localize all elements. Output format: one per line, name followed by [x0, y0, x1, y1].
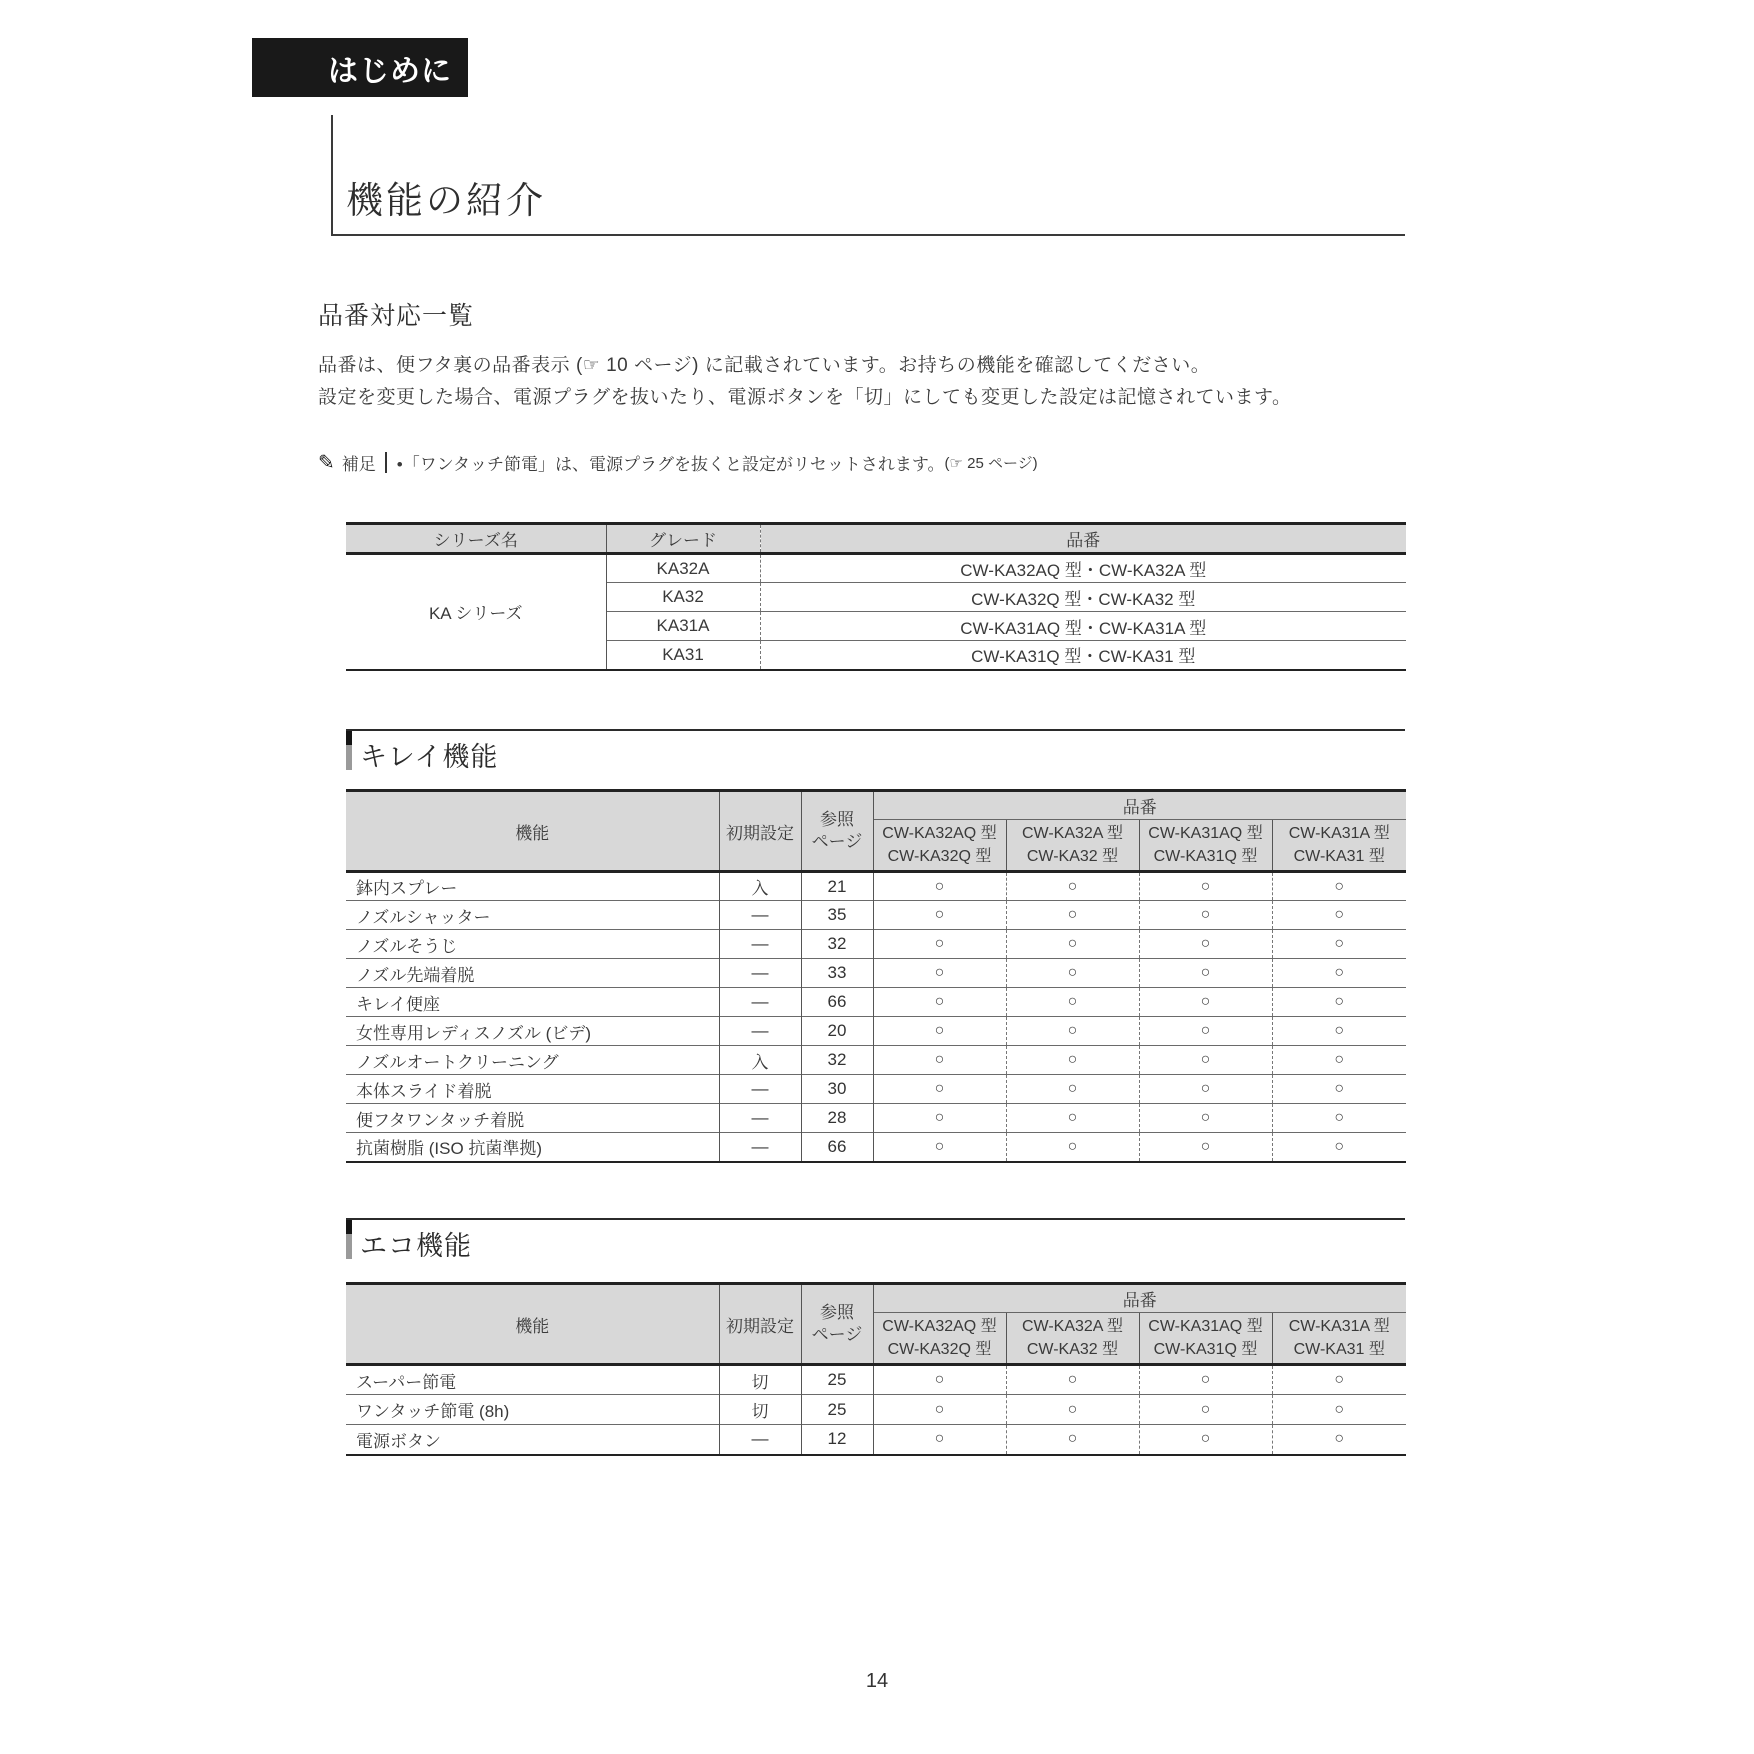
feature-name-cell: ノズルオートクリーニング: [346, 1046, 719, 1075]
support-mark-cell: ○: [873, 959, 1006, 988]
support-mark-cell: ○: [873, 1075, 1006, 1104]
default-cell: 切: [719, 1365, 801, 1395]
hinban-col-header: 品番: [760, 524, 1406, 554]
note-row: [318, 450, 1038, 475]
support-mark-cell: ○: [1272, 901, 1406, 930]
default-cell: ―: [719, 988, 801, 1017]
support-mark-cell: ○: [873, 1046, 1006, 1075]
support-mark-cell: ○: [1139, 872, 1272, 901]
model-line1: CW-KA31A 型: [1288, 825, 1390, 842]
default-cell: ―: [719, 1104, 801, 1133]
intro-paragraph: [318, 350, 1291, 414]
feature-header-row: [346, 791, 1406, 820]
section-accent-bar: [346, 1220, 352, 1259]
table-row: [346, 1425, 1406, 1455]
support-mark-cell: ○: [1006, 1104, 1139, 1133]
model-header: [1139, 820, 1272, 872]
support-mark-cell: ○: [1272, 1104, 1406, 1133]
table-row: [346, 1075, 1406, 1104]
refpage-cell: 35: [801, 901, 873, 930]
refpage-line2: ページ: [811, 1325, 863, 1344]
feature-name-cell: 電源ボタン: [346, 1425, 719, 1455]
refpage-cell: 20: [801, 1017, 873, 1046]
series-table: [346, 522, 1406, 671]
support-mark-cell: ○: [1139, 1365, 1272, 1395]
chapter-badge: [252, 38, 468, 97]
support-mark-cell: ○: [1272, 959, 1406, 988]
default-cell: ―: [719, 930, 801, 959]
default-cell: 切: [719, 1395, 801, 1425]
section-accent-bar: [346, 731, 352, 770]
section-header-eco: [346, 1218, 1405, 1263]
support-mark-cell: ○: [873, 930, 1006, 959]
default-cell: ―: [719, 1133, 801, 1162]
table-row: [346, 1046, 1406, 1075]
support-mark-cell: ○: [873, 1104, 1006, 1133]
page-title: 機能の紹介: [346, 180, 546, 221]
support-mark-cell: ○: [1139, 901, 1272, 930]
model-line1: CW-KA32A 型: [1021, 825, 1124, 842]
support-mark-cell: ○: [873, 901, 1006, 930]
model-header: [873, 820, 1006, 872]
models-cell: CW-KA32Q 型・CW-KA32 型: [760, 583, 1406, 612]
default-col-header: 初期設定: [719, 791, 801, 872]
support-mark-cell: ○: [1006, 1075, 1139, 1104]
section-title-kirei: キレイ機能: [360, 742, 499, 772]
feature-name-cell: ノズルそうじ: [346, 930, 719, 959]
support-mark-cell: ○: [1272, 1075, 1406, 1104]
refpage-line1: 参照: [820, 1303, 854, 1322]
grade-cell: KA31: [606, 641, 760, 670]
models-cell: CW-KA31Q 型・CW-KA31 型: [760, 641, 1406, 670]
table-row: [346, 1104, 1406, 1133]
support-mark-cell: ○: [1139, 1075, 1272, 1104]
title-block: [331, 115, 1405, 236]
hinban-group-header: 品番: [873, 1284, 1406, 1313]
support-mark-cell: ○: [873, 1365, 1006, 1395]
table-row: [346, 1365, 1406, 1395]
table-row: [346, 959, 1406, 988]
support-mark-cell: ○: [1272, 1133, 1406, 1162]
models-cell: CW-KA31AQ 型・CW-KA31A 型: [760, 612, 1406, 641]
support-mark-cell: ○: [873, 988, 1006, 1017]
model-line2: CW-KA32Q 型: [887, 848, 992, 865]
feature-name-cell: キレイ便座: [346, 988, 719, 1017]
series-col-header: シリーズ名: [346, 524, 606, 554]
model-line1: CW-KA32A 型: [1021, 1318, 1124, 1335]
support-mark-cell: ○: [1006, 1017, 1139, 1046]
feature-name-cell: 抗菌樹脂 (ISO 抗菌準拠): [346, 1133, 719, 1162]
model-header: [1006, 820, 1139, 872]
model-line1: CW-KA32AQ 型: [882, 825, 997, 842]
model-line2: CW-KA31 型: [1293, 1341, 1385, 1358]
refpage-cell: 25: [801, 1365, 873, 1395]
model-line2: CW-KA32 型: [1026, 848, 1119, 865]
section-title-eco: エコ機能: [360, 1231, 472, 1261]
support-mark-cell: ○: [1139, 1425, 1272, 1455]
support-mark-cell: ○: [1139, 1133, 1272, 1162]
refpage-cell: 66: [801, 1133, 873, 1162]
support-mark-cell: ○: [1139, 1046, 1272, 1075]
support-mark-cell: ○: [1139, 1104, 1272, 1133]
note-label: 補足: [341, 455, 376, 474]
support-mark-cell: ○: [1272, 1425, 1406, 1455]
model-header: [1272, 1313, 1406, 1365]
support-mark-cell: ○: [1006, 988, 1139, 1017]
model-line2: CW-KA31 型: [1293, 848, 1385, 865]
support-mark-cell: ○: [1272, 1365, 1406, 1395]
series-name-cell: KA シリーズ: [346, 554, 606, 670]
pencil-icon: ✎: [318, 452, 335, 474]
kirei-feature-table: [346, 789, 1406, 1163]
support-mark-cell: ○: [1272, 1046, 1406, 1075]
chapter-badge-label: はじめに: [328, 54, 452, 88]
support-mark-cell: ○: [873, 1425, 1006, 1455]
grade-cell: KA32A: [606, 554, 760, 583]
model-header: [1272, 820, 1406, 872]
grade-col-header: グレード: [606, 524, 760, 554]
default-cell: ―: [719, 901, 801, 930]
support-mark-cell: ○: [1006, 901, 1139, 930]
support-mark-cell: ○: [1006, 1365, 1139, 1395]
table-row: [346, 1395, 1406, 1425]
table-row: [346, 1133, 1406, 1162]
refpage-cell: 28: [801, 1104, 873, 1133]
refpage-cell: 25: [801, 1395, 873, 1425]
support-mark-cell: ○: [1139, 1017, 1272, 1046]
support-mark-cell: ○: [873, 1133, 1006, 1162]
eco-feature-table: [346, 1282, 1406, 1456]
table-row: [346, 930, 1406, 959]
table-row: [346, 1017, 1406, 1046]
refpage-cell: 32: [801, 930, 873, 959]
table-row: [346, 988, 1406, 1017]
refpage-col-header: [801, 1284, 873, 1365]
feature-col-header: 機能: [346, 791, 719, 872]
support-mark-cell: ○: [873, 1395, 1006, 1425]
refpage-col-header: [801, 791, 873, 872]
support-mark-cell: ○: [1006, 1046, 1139, 1075]
feature-name-cell: ワンタッチ節電 (8h): [346, 1395, 719, 1425]
support-mark-cell: ○: [1006, 959, 1139, 988]
intro-paragraph-line2: 設定を変更した場合、電源プラグを抜いたり、電源ボタンを「切」にしても変更した設定は記憶されています。: [318, 387, 1292, 408]
default-cell: 入: [719, 1046, 801, 1075]
feature-name-cell: 女性専用レディスノズル (ビデ): [346, 1017, 719, 1046]
page-number: 14: [865, 1670, 889, 1692]
table-row: [346, 872, 1406, 901]
default-cell: ―: [719, 1075, 801, 1104]
grade-cell: KA31A: [606, 612, 760, 641]
default-cell: ―: [719, 959, 801, 988]
support-mark-cell: ○: [1272, 930, 1406, 959]
support-mark-cell: ○: [1272, 872, 1406, 901]
series-table-header-row: [346, 524, 1406, 554]
default-cell: 入: [719, 872, 801, 901]
support-mark-cell: ○: [1006, 1133, 1139, 1162]
feature-name-cell: 鉢内スプレー: [346, 872, 719, 901]
model-line2: CW-KA31Q 型: [1153, 1341, 1258, 1358]
refpage-cell: 12: [801, 1425, 873, 1455]
default-cell: ―: [719, 1017, 801, 1046]
model-header: [1006, 1313, 1139, 1365]
model-line2: CW-KA31Q 型: [1153, 848, 1258, 865]
model-line1: CW-KA31A 型: [1288, 1318, 1390, 1335]
refpage-cell: 30: [801, 1075, 873, 1104]
refpage-cell: 21: [801, 872, 873, 901]
models-cell: CW-KA32AQ 型・CW-KA32A 型: [960, 561, 1207, 580]
intro-paragraph-line1: 品番は、便フタ裏の品番表示 (☞ 10 ページ) に記載されています。お持ちの機能を確認してください。: [318, 355, 1211, 376]
support-mark-cell: ○: [1272, 1017, 1406, 1046]
model-header: [1139, 1313, 1272, 1365]
support-mark-cell: ○: [1139, 930, 1272, 959]
grade-cell: KA32: [606, 583, 760, 612]
table-row: [346, 901, 1406, 930]
note-page-ref: (☞ 25 ページ): [944, 455, 1038, 472]
support-mark-cell: ○: [1006, 872, 1139, 901]
support-mark-cell: ○: [1272, 988, 1406, 1017]
support-mark-cell: ○: [1139, 959, 1272, 988]
section-heading-hinban: 品番対応一覧: [318, 302, 475, 330]
refpage-cell: 32: [801, 1046, 873, 1075]
default-cell: ―: [719, 1425, 801, 1455]
section-header-kirei: [346, 729, 1405, 774]
model-header: [873, 1313, 1006, 1365]
model-line1: CW-KA31AQ 型: [1148, 825, 1263, 842]
support-mark-cell: ○: [873, 1017, 1006, 1046]
refpage-cell: 66: [801, 988, 873, 1017]
support-mark-cell: ○: [1139, 988, 1272, 1017]
model-line2: CW-KA32Q 型: [887, 1341, 992, 1358]
refpage-line1: 参照: [820, 810, 854, 829]
feature-name-cell: スーパー節電: [346, 1365, 719, 1395]
note-divider: [385, 452, 387, 473]
table-row: [346, 554, 1406, 583]
hinban-group-header: 品番: [873, 791, 1406, 820]
support-mark-cell: ○: [1006, 1425, 1139, 1455]
support-mark-cell: ○: [1006, 930, 1139, 959]
feature-header-row: [346, 1284, 1406, 1313]
support-mark-cell: ○: [1006, 1395, 1139, 1425]
feature-name-cell: ノズルシャッター: [346, 901, 719, 930]
default-col-header: 初期設定: [719, 1284, 801, 1365]
feature-col-header: 機能: [346, 1284, 719, 1365]
model-line1: CW-KA31AQ 型: [1148, 1318, 1263, 1335]
support-mark-cell: ○: [1139, 1395, 1272, 1425]
feature-name-cell: 本体スライド着脱: [346, 1075, 719, 1104]
support-mark-cell: ○: [873, 872, 1006, 901]
note-text: •「ワンタッチ節電」は、電源プラグを抜くと設定がリセットされます。: [396, 455, 945, 474]
feature-name-cell: 便フタワンタッチ着脱: [346, 1104, 719, 1133]
model-line2: CW-KA32 型: [1026, 1341, 1119, 1358]
support-mark-cell: ○: [1272, 1395, 1406, 1425]
refpage-line2: ページ: [811, 832, 863, 851]
feature-name-cell: ノズル先端着脱: [346, 959, 719, 988]
model-line1: CW-KA32AQ 型: [882, 1318, 997, 1335]
refpage-cell: 33: [801, 959, 873, 988]
